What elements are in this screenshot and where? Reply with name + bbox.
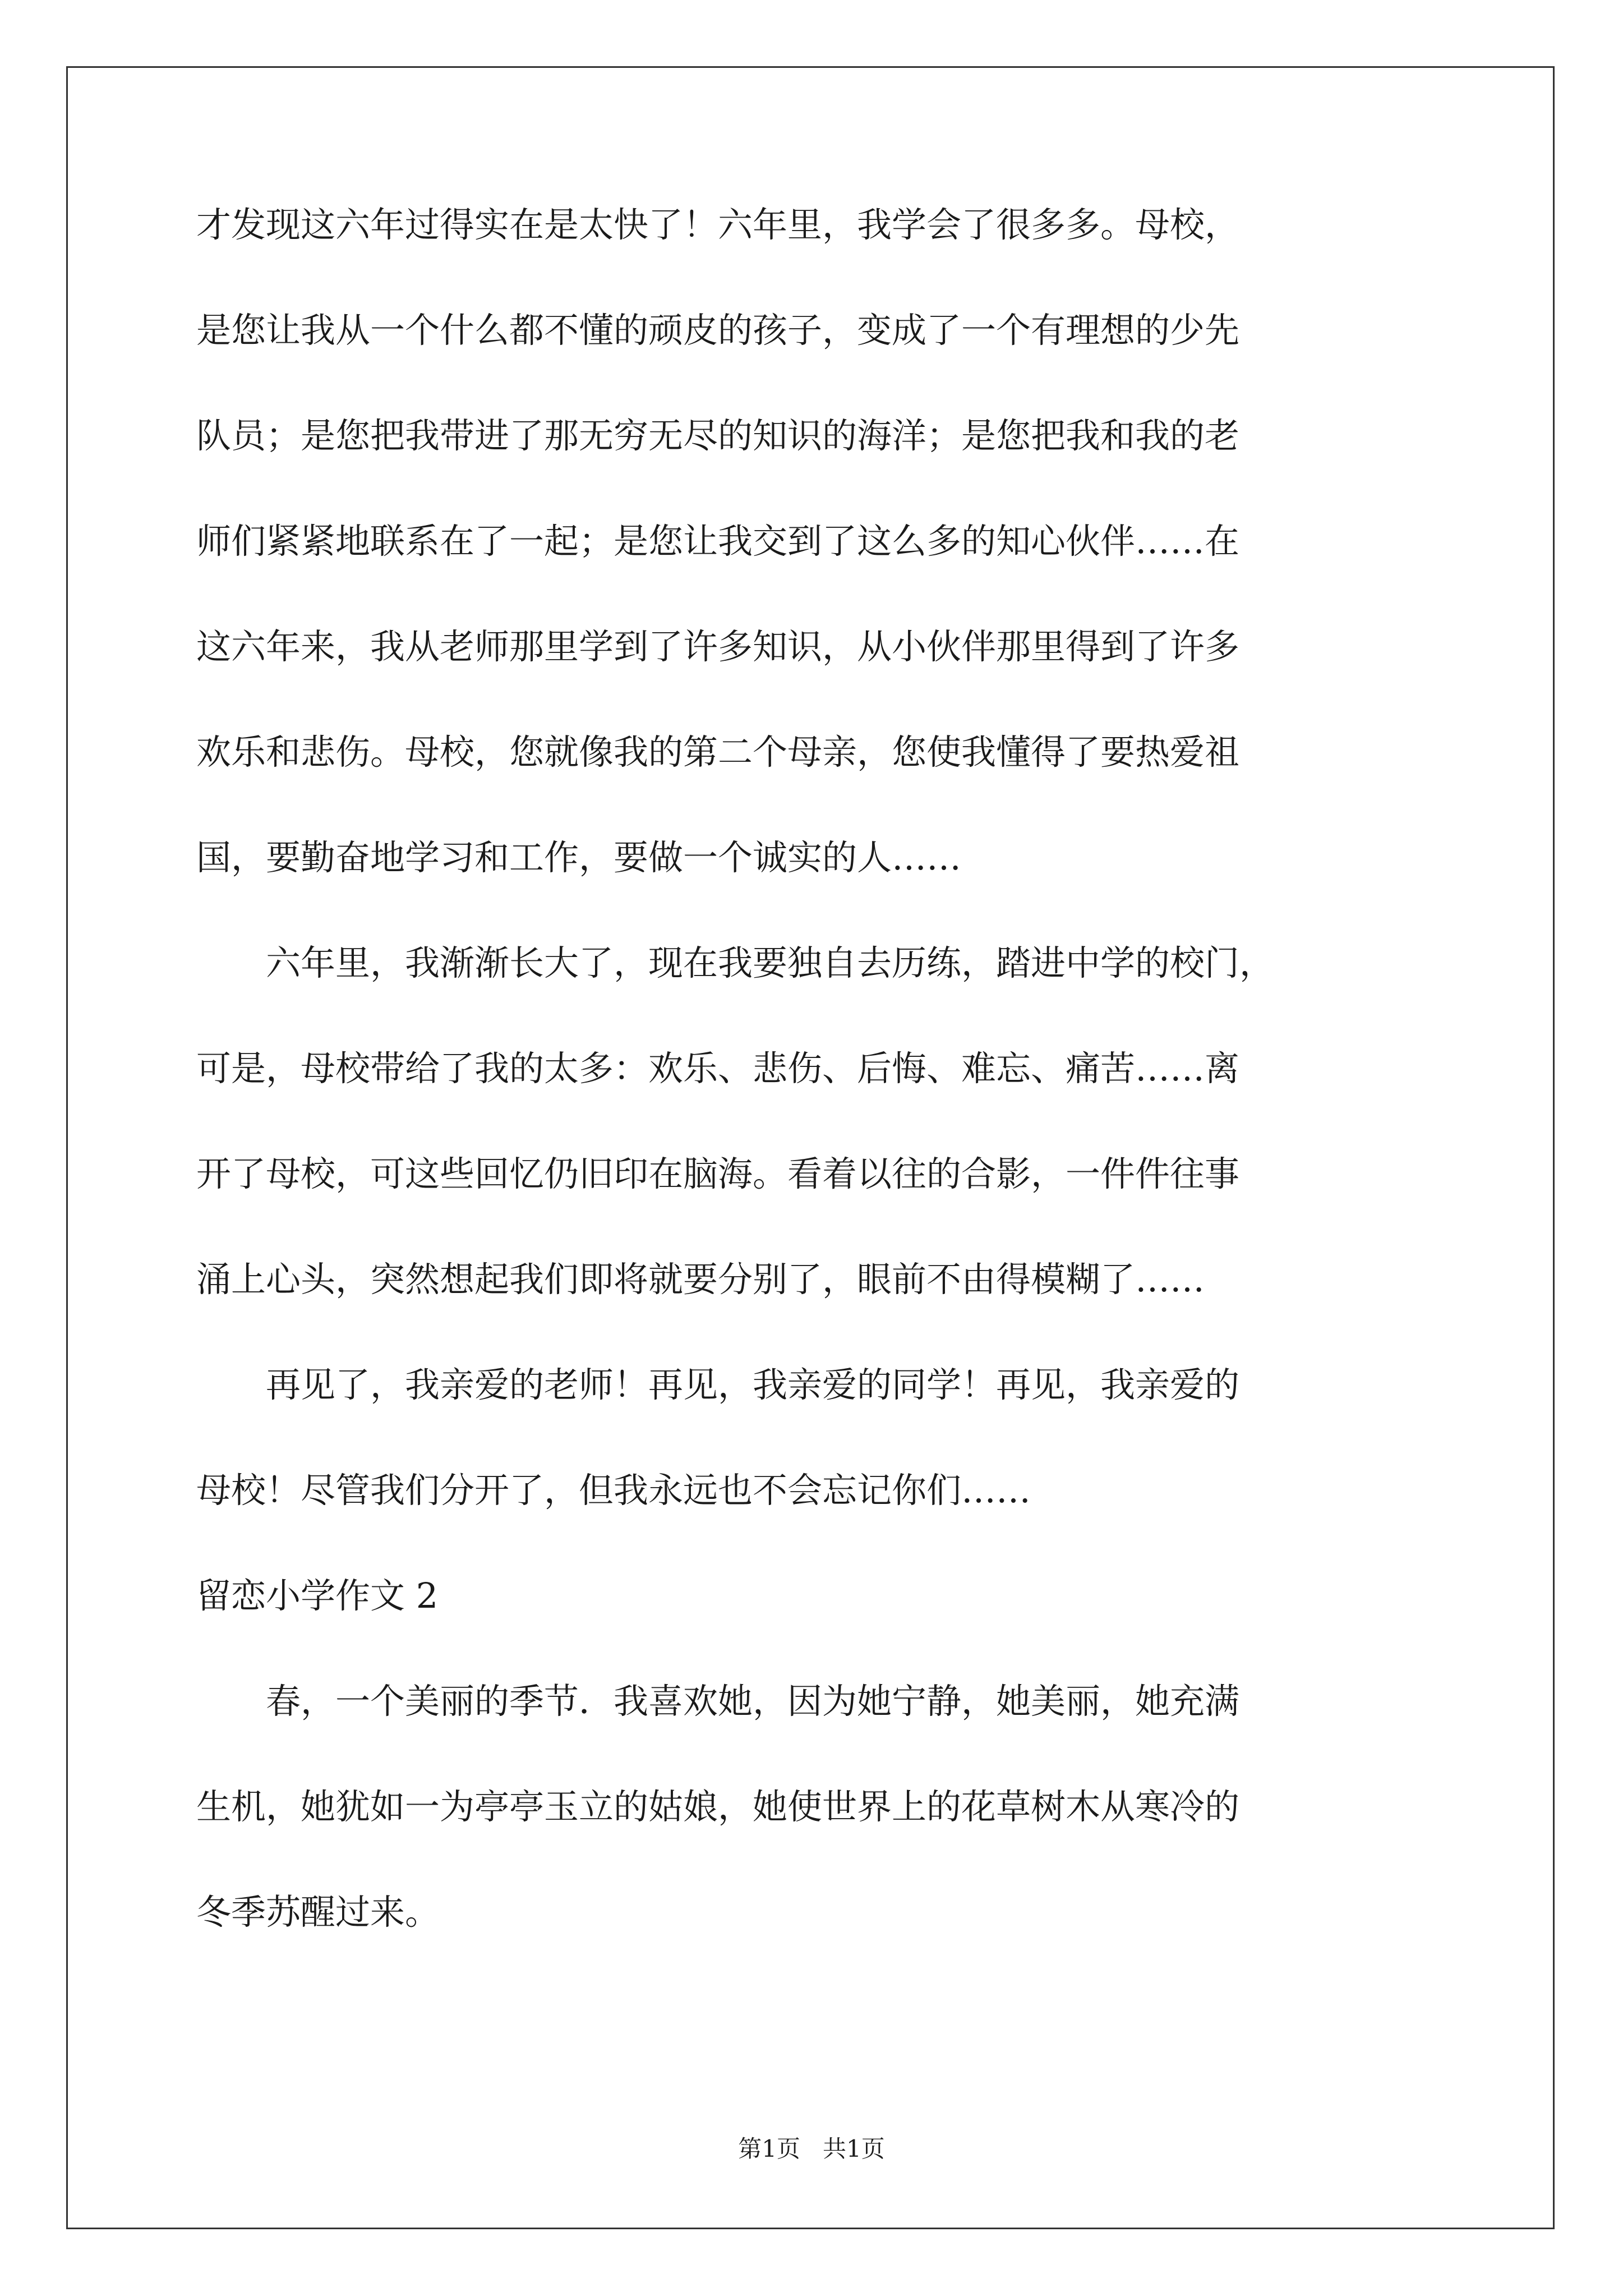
text-line: 母校！尽管我们分开了，但我永远也不会忘记你们…… xyxy=(196,1470,1031,1511)
section-heading: 留恋小学作文 2 xyxy=(196,1575,439,1616)
text-line: 再见了，我亲爱的老师！再见，我亲爱的同学！再见，我亲爱的 xyxy=(196,1364,1240,1405)
page-number-total: 共1页 xyxy=(823,2135,885,2162)
text-line: 涌上心头，突然想起我们即将就要分别了，眼前不由得模糊了…… xyxy=(196,1259,1205,1300)
text-line: 冬季苏醒过来。 xyxy=(196,1892,440,1932)
text-line: 欢乐和悲伤。母校，您就像我的第二个母亲，您使我懂得了要热爱祖 xyxy=(196,731,1240,772)
text-line: 可是，母校带给了我的太多：欢乐、悲伤、后悔、难忘、痛苦……离 xyxy=(196,1048,1240,1089)
text-line: 国，要勤奋地学习和工作，要做一个诚实的人…… xyxy=(196,837,962,878)
document-body xyxy=(196,204,1430,2000)
text-line: 开了母校，可这些回忆仍旧印在脑海。看着以往的合影，一件件往事 xyxy=(196,1153,1240,1194)
text-line: 师们紧紧地联系在了一起；是您让我交到了这么多的知心伙伴……在 xyxy=(196,521,1240,562)
page-footer xyxy=(0,2137,1623,2161)
text-line: 是您让我从一个什么都不懂的顽皮的孩子，变成了一个有理想的少先 xyxy=(196,310,1240,351)
text-line: 这六年来，我从老师那里学到了许多知识，从小伙伴那里得到了许多 xyxy=(196,626,1240,667)
text-line: 才发现这六年过得实在是太快了！六年里，我学会了很多多。母校， xyxy=(196,204,1240,245)
text-line: 春，一个美丽的季节．我喜欢她，因为她宁静，她美丽，她充满 xyxy=(196,1681,1240,1722)
text-line: 队员；是您把我带进了那无穷无尽的知识的海洋；是您把我和我的老 xyxy=(196,415,1240,456)
text-line: 六年里，我渐渐长大了，现在我要独自去历练，踏进中学的校门， xyxy=(196,942,1275,983)
page-number-current: 第1页 xyxy=(738,2135,800,2162)
text-line: 生机，她犹如一为亭亭玉立的姑娘，她使世界上的花草树木从寒冷的 xyxy=(196,1786,1240,1827)
